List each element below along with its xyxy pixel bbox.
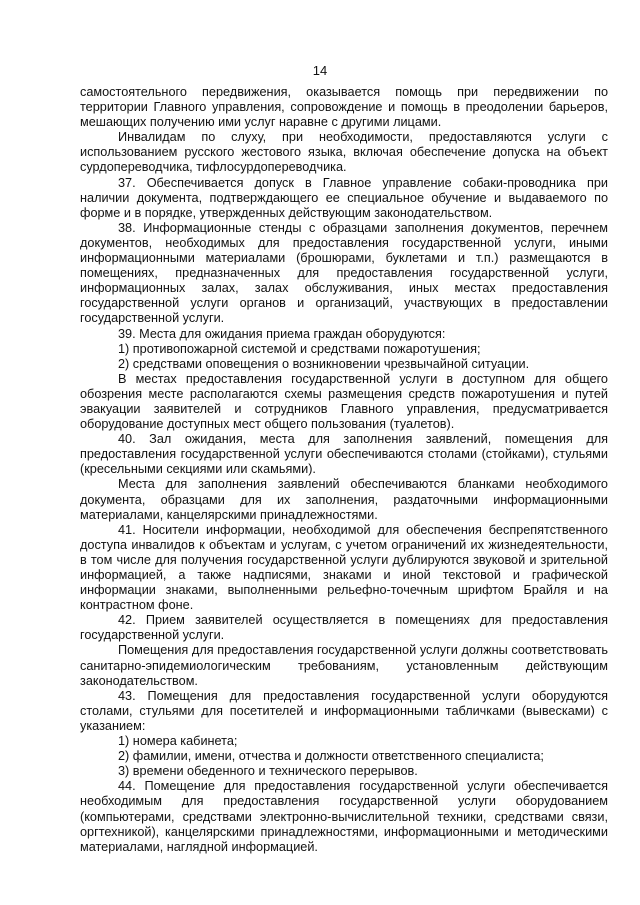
paragraph-hearing-impaired: Инвалидам по слуху, при необходимости, предоставляются услуги с использованием русского жестового языка, включая обеспечение допуска на объект сурдопереводчика, тифлосурдопереводчика. xyxy=(80,130,608,175)
list-item-break-time: 3) времени обеденного и технического перерывов. xyxy=(118,764,418,779)
list-item-fire-system: 1) противопожарной системой и средствами пожаротушения; xyxy=(118,341,481,356)
paragraph-40: 40. Зал ожидания, места для заполнения заявлений, помещения для предоставления государственной услуги обеспечиваются столами (стойками), стульями (кресельными секциями или скамьями). xyxy=(80,432,608,477)
paragraph-39: 39. Места для ожидания приема граждан оборудуются: xyxy=(118,326,446,341)
list-item-specialist-name: 2) фамилии, имени, отчества и должности ответственного специалиста; xyxy=(118,749,544,764)
list-item-emergency-alert: 2) средствами оповещения о возникновении чрезвычайной ситуации. xyxy=(118,356,530,371)
paragraph-38: 38. Информационные стенды с образцами заполнения документов, перечнем документов, необходимых для предоставления государственной услуги, иными информационными материалами (брошюрами, буклетами и т.п.) размещаются в помещениях, предназначенных для предоставления государственной услуги, информационных залах, залах обслуживания, иных местах предоставления государственной услуги органов и организаций, участвующих в предоставлении государственной услуги. xyxy=(80,220,608,326)
list-item-room-number: 1) номера кабинета; xyxy=(118,734,238,749)
paragraph-43: 43. Помещения для предоставления государственной услуги оборудуются столами, стульями для посетителей и информационными табличками (вывесками) с указанием: xyxy=(80,688,608,733)
paragraph-evacuation-schemes: В местах предоставления государственной услуги в доступном для общего обозрения месте располагаются схемы размещения средств пожаротушения и путей эвакуации заявителей и сотрудников Главного управления, предусматривается оборудование доступных мест общего пользования (туалетов). xyxy=(80,371,608,432)
paragraph-forms-places: Места для заполнения заявлений обеспечиваются бланками необходимого документа, образцами для их заполнения, раздаточными информационными материалами, канцелярскими принадлежностями. xyxy=(80,477,608,522)
document-body xyxy=(80,85,608,855)
paragraph-44: 44. Помещение для предоставления государственной услуги обеспечивается необходимым для предоставления государственной услуги оборудованием (компьютерами, средствами электронно-вычислительной техники, средствами связи, оргтехникой), канцелярскими принадлежностями, информационными и методическими материалами, наглядной информацией. xyxy=(80,779,608,854)
paragraph-37: 37. Обеспечивается допуск в Главное управление собаки-проводника при наличии документа, подтверждающего ее специальное обучение и выдаваемого по форме и в порядке, утвержденных действующим законодательством. xyxy=(80,175,608,220)
paragraph-sanitary-requirements: Помещения для предоставления государственной услуги должны соответствовать санитарно-эпидемиологическим требованиям, установленным действующим законодательством. xyxy=(80,643,608,688)
paragraph-41: 41. Носители информации, необходимой для обеспечения беспрепятственного доступа инвалидов к объектам и услугам, с учетом ограничений их жизнедеятельности, в том числе для получения государственной услуги дублируются звуковой и зрительной информацией, а также надписями, знаками и иной текстовой и графической информации знаками, выполненными рельефно-точечным шрифтом Брайля и на контрастном фоне. xyxy=(80,522,608,613)
page-number: 14 xyxy=(312,63,328,78)
paragraph-42: 42. Прием заявителей осуществляется в помещениях для предоставления государственной услуги. xyxy=(80,613,608,643)
paragraph-continuation: самостоятельного передвижения, оказывается помощь при передвижении по территории Главного управления, сопровождение и помощь в преодолении барьеров, мешающих получению ими услуг наравне с другими лицами. xyxy=(80,85,608,130)
